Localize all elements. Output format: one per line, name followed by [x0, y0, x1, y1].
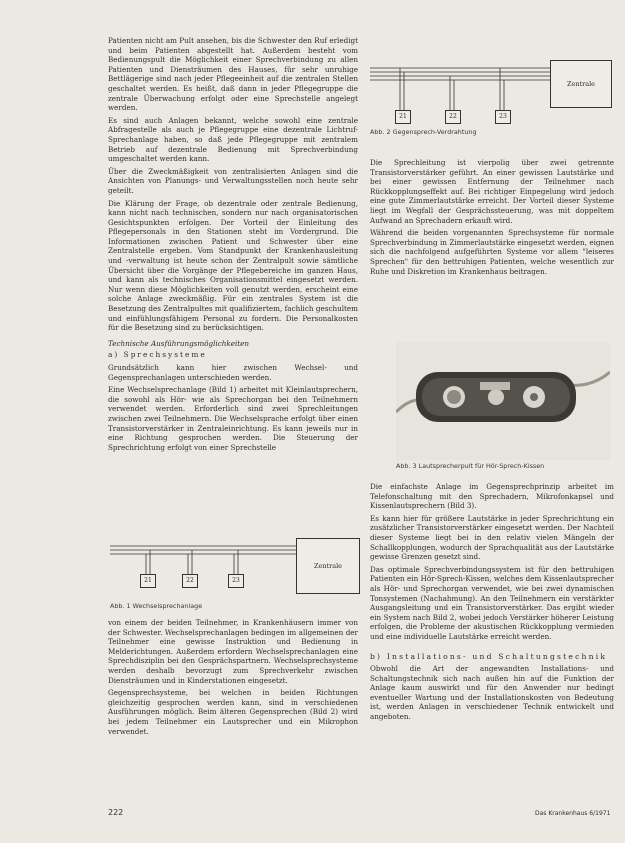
paragraph: Patienten nicht am Pult ansehen, bis die Schwester den Ruf erledigt und beim Patienten abgestellt hat. Außerdem besteht vom Bedienungspult die Möglichkeit einer Sprechverbindung zu allen Patienten und Diensträumen des Hauses, für sehr unruhige Bettlägerige sind nach jeder Pflegeeinheit auf die zentralen Stellen geschaltet werden. Es heißt, daß dann in jeder Pflegegruppe die zentrale Überwachung erfolgt oder eine Sprechstelle angelegt werden. [108, 36, 358, 113]
subsection-heading: a) Sprechsysteme [108, 350, 207, 360]
right-column-lower [370, 482, 614, 725]
central-unit: Zentrale [550, 60, 612, 108]
page-number: 222 [108, 808, 124, 817]
subsection-heading: b) Installations- und Schaltungstechnik [370, 651, 608, 661]
subscriber-unit: 21 [395, 110, 411, 124]
subscriber-unit: 23 [495, 110, 511, 124]
paragraph: Über die Zweckmäßigkeit von zentralisierten Anlagen sind die Ansichten von Planungs- und Verwaltungsstellen noch heute sehr geteilt. [108, 166, 358, 195]
right-column-upper [370, 158, 614, 279]
left-column-lower [108, 618, 358, 739]
speaker-device-icon [396, 342, 610, 460]
left-column [108, 36, 358, 455]
paragraph: Eine Wechselsprechanlage (Bild 1) arbeitet mit Kleinlautsprechern, die sowohl als Hör- wie als Sprechorgan bei den Teilnehmern verwendet werden. Erforderlich sind zwei Sprechleitungen zwischen zwei Teilnehmern. Die Wechselsprache erfolgt über einen Transistorverstärker in Zentraleinrichtung. Es kann jeweils nur in eine Richtung gesprochen werden. Die Steuerung der Sprechrichtung erfolgt von einer Sprechstelle [108, 385, 358, 452]
paragraph: Das optimale Sprechverbindungssystem ist für den bettruhigen Patienten ein Hör-Sprech-Kissen, welches dem Kissenlautsprecher als Hör- und Sprechorgan verwendet, wie bei zwei dynamischen Tonsystemen (Nachahmung). An den Teilnehmern ein verstärkter Ausgangsleitung und ein Transistorverstärker. Das ergibt wieder ein System nach Bild 2, wobei jedoch Verstärker höherer Leistung erfolgen, die Probleme der akustischen Rückkopplung vermieden und eine individuelle Lautstärke erreicht werden. [370, 564, 614, 641]
paragraph: Die Sprechleitung ist vierpolig über zwei getrennte Transistorverstärker geführt. An einer gewissen Lautstärke und bei einer gewissen Entfernung der Teilnehmer nach Rückkopplungseffekt auf. Bei richtiger Einpegelung wird jedoch eine gute Zimmerlautstärke erreicht. Der Vorteil dieser Systeme liegt im Wegfall der Gesprächssteuerung, was mit doppeltem Aufwand an Sprechadern erkauft wird. [370, 158, 614, 225]
subscriber-unit: 21 [140, 574, 156, 588]
paragraph: Die einfachste Anlage im Gegensprechprinzip arbeitet im Telefonschaltung mit den Sprechadern, Mikrofonkapsel und Kissenlautsprechern (Bild 3). [370, 482, 614, 511]
subscriber-unit: 22 [445, 110, 461, 124]
central-unit: Zentrale [296, 538, 360, 594]
paragraph: Es kann hier für größere Lautstärke in jeder Sprechrichtung ein zusätzlicher Transistorverstärker eingesetzt werden. Der Nachteil dieser Systeme liegt bei in den relativ vielen Mängeln der Schallkopplungen, wodurch der Sprachqualität aus der Lautstärke gewisse Grenzen gesetzt sind. [370, 513, 614, 562]
subscriber-unit: 22 [182, 574, 198, 588]
figure-caption: Abb. 3 Lautsprecherpult für Hör-Sprech-Kissen [396, 462, 545, 470]
paragraph: von einem der beiden Teilnehmer, in Krankenhäusern immer von der Schwester. Wechselsprechanlagen bedingen im allgemeinen der Teilnehmer eine gewisse Instruktion und Bedienung in Melderichtungen. Außerdem erfordern Wechselsprechanlagen eine Sprechdisziplin bei den Gesprächspartnern. Wechselsprechsysteme werden deshalb bevorzugt zum Sprechverkehr zwischen Diensträumen und in Kinderstationen eingesetzt. [108, 618, 358, 685]
subscriber-unit: 23 [228, 574, 244, 588]
paragraph: Gegensprechsysteme, bei welchen in beiden Richtungen gleichzeitig gesprochen werden kann, sind in verschiedenen Ausführungen möglich. Beim älteren Gegensprechen (Bild 2) wird bei jedem Teilnehmer ein Lautsprecher und ein Mikrophon verwendet. [108, 688, 358, 736]
paragraph: Während die beiden vorgenannten Sprechsysteme für normale Sprechverbindung in Zimmerlautstärke eingesetzt werden, eignen sich die nachfolgend aufgeführten Systeme vor allem "leiseres Sprechen" für den bettruhigen Patienten, welche wesentlich zur Ruhe und Diskretion im Krankenhaus beitragen. [370, 228, 614, 276]
wiring-diagram-2 [370, 60, 614, 126]
paragraph: Grundsätzlich kann hier zwischen Wechsel- und Gegensprechanlagen unterschieden werden. [108, 363, 358, 382]
figure-caption: Abb. 2 Gegensprech-Verdrahtung [370, 128, 477, 136]
figure-caption: Abb. 1 Wechselsprechanlage [110, 602, 203, 610]
device-photo [396, 342, 610, 460]
section-heading: Technische Ausführungsmöglichkeiten [108, 338, 250, 348]
journal-name: Das Krankenhaus 6/1971 [535, 810, 611, 817]
paragraph: Obwohl die Art der angewandten Installations- und Schaltungstechnik sich nach außen hin auf die Funktion der Anlage kaum auswirkt und für den Anwender nur bedingt eventueller Wartung und der Installationskosten von Bedeutung ist, werden Anlagen in verschiedener Technik entwickelt und angeboten. [370, 664, 614, 722]
wiring-diagram-1 [110, 538, 362, 598]
paragraph: Die Klärung der Frage, ob dezentrale oder zentrale Bedienung, kann nicht nach technischen, sondern nur nach organisatorischen Gesichtspunkten erfolgen. Der Vorteil der Einleitung des Pflegepersonals in den Stationen steht im Vordergrund. Die Informationen zwischen Patient und Schwester über eine Zentralstelle ergeben. Vom Standpunkt der Krankenhausleitung und -verwaltung ist heute schon der Zentralpult sowie sämtliche Übersicht über die Vorgänge der Pflegebereiche im ganzen Haus, und kann als technisches Organisationsmittel eingesetzt werden. Nur wenn diese Möglichkeiten voll genutzt werden, erscheint eine solche Anlage zweckmäßig. Für ein zentrales System ist die Besetzung des Zentralpultes mit qualifiziertem, fachlich geschultem und einfühlungsfähigem Personal zu fordern. Die Personalkosten für die Besetzung sind zu berücksichtigen. [108, 198, 358, 333]
paragraph: Es sind auch Anlagen bekannt, welche sowohl eine zentrale Abfragestelle als auch je Pflegegruppe eine dezentrale Lichtruf-Sprechanlage haben, so daß jede Pflegegruppe mit zentralem Betrieb auf dezentrale Bedienung mit Sprechverbindung umgeschaltet werden kann. [108, 115, 358, 164]
